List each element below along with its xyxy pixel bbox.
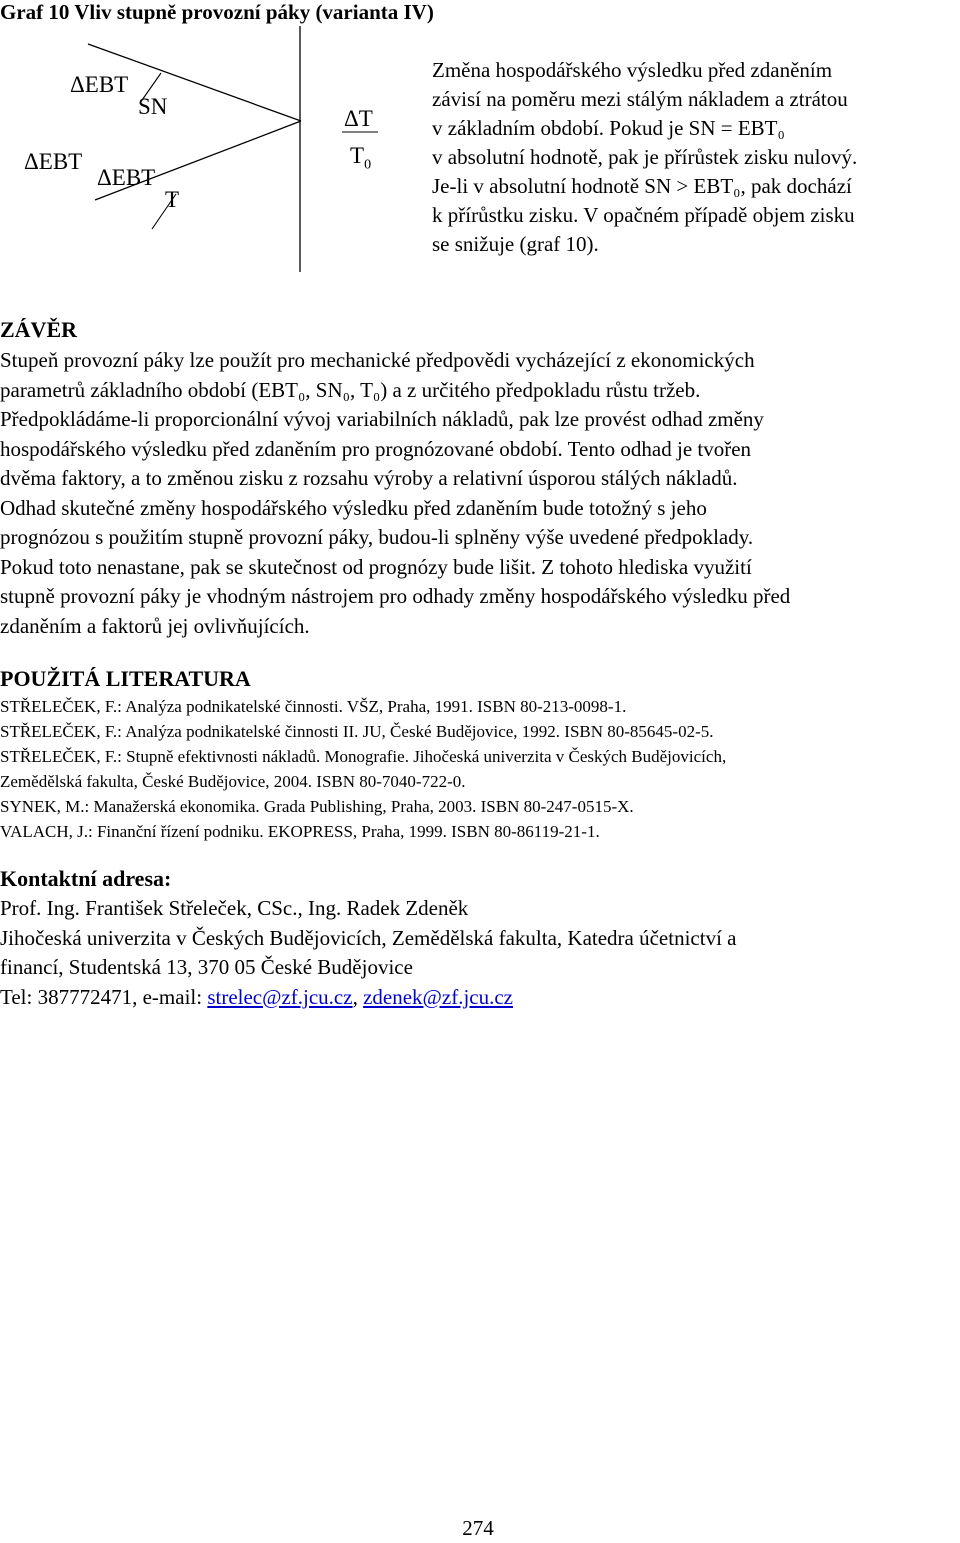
email-link-strelec[interactable]: strelec@zf.jcu.cz (207, 984, 353, 1009)
lower-ratio-numerator: ΔEBT (97, 165, 156, 190)
conclusion-text: Stupeň provozní páky lze použít pro mechanické předpovědi vycházející z ekonomických parametrů základního období (EBT₀, SN₀, T₀) a z určitého předpokladu růstu tržeb. Předpokládáme-li proporcionální vývoj variabilních nákladů, pak lze provést odhad změny hospodářského výsledku před zdaněním pro prognózované období. Tento odhad je tvořen dvěma faktory, a to změnou zisku z rozsahu výroby a relativní úsporou stálých nákladů. Odhad skutečné změny hospodářského výsledku před zdaněním bude totožný s jeho prognózou s použitím stupně provozní páky, budou-li splněny výše uvedené předpoklady. Pokud toto nenastane, pak se skutečnost od prognózy bude lišit. Z tohoto hlediska využití stupně provozní páky je vhodným nástrojem pro odhady změny hospodářského výsledku před zdaněním a faktorů jej ovlivňujících. (0, 348, 791, 638)
right-denominator-subscript: 0 (364, 157, 372, 173)
contact-block (0, 894, 956, 1012)
graph-title: Graf 10 Vliv stupně provozní páky (varianta IV) (0, 0, 434, 24)
delta-ebt-label: ΔEBT (24, 149, 83, 174)
literature-list: STŘELEČEK, F.: Analýza podnikatelské činnosti. VŠZ, Praha, 1991. ISBN 80-213-0098-1. STŘELEČEK, F.: Analýza podnikatelské činnosti II. JU, České Budějovice, 1992. ISBN 80-85645-02-5. STŘELEČEK, F.: Stupně efektivnosti nákladů. Monografie. Jihočeská univerzita v Českých Budějovicích, Zemědělská fakulta, České Budějovice, 2004. ISBN 80-7040-722-0. SYNEK, M.: Manažerská ekonomika. Grada Publishing, Praha, 2003. ISBN 80-247-0515-X. VALACH, J.: Finanční řízení podniku. EKOPRESS, Praha, 1999. ISBN 80-86119-21-1. (0, 697, 727, 841)
lower-ratio-denominator: T (165, 187, 180, 212)
diagram-lines (0, 0, 430, 280)
contact-text: Prof. Ing. František Střeleček, CSc., Ing. Radek Zdeněk Jihočeská univerzita v Českých Budějovicích, Zemědělská fakulta, Katedra účetnictví a financí, Studentská 13, 370 05 České Budějovice (0, 896, 737, 979)
upper-ratio-denominator: SN (138, 94, 168, 119)
contact-heading: Kontaktní adresa: (0, 866, 172, 891)
conclusion-heading: ZÁVĚR (0, 317, 78, 342)
right-fraction-numerator: ΔT (344, 106, 373, 131)
right-denominator-base: T (350, 143, 365, 168)
right-fraction-denominator (350, 144, 371, 173)
literature-heading: POUŽITÁ LITERATURA (0, 666, 251, 691)
email-link-zdenek[interactable]: zdenek@zf.jcu.cz (363, 984, 513, 1009)
contact-tel: Tel: 387772471, e-mail: (0, 984, 208, 1009)
email-separator: , (352, 984, 364, 1009)
page-number: 274 (462, 1516, 494, 1540)
graph-explanation: Změna hospodářského výsledku před zdaněním závisí na poměru mezi stálým nákladem a ztrátou v základním období. Pokud je SN = EBT₀ v absolutní hodnotě, pak je přírůstek zisku nulový. Je-li v absolutní hodnotě SN > EBT₀, pak dochází k přírůstku zisku. V opačném případě objem zisku se snižuje (graf 10). (432, 58, 858, 256)
upper-ratio-numerator: ΔEBT (70, 72, 129, 97)
